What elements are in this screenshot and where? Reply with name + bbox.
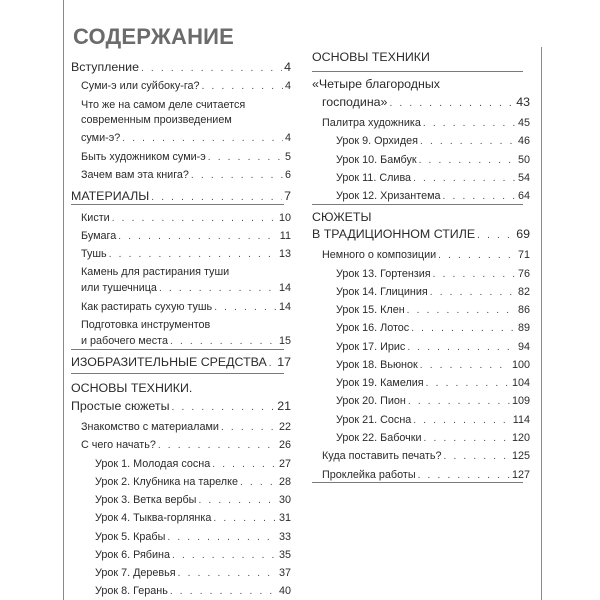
dot-leader <box>423 116 516 131</box>
toc-entry <box>312 431 530 446</box>
toc-entry <box>312 285 530 300</box>
dot-leader <box>198 493 277 508</box>
toc-entry <box>312 468 530 483</box>
toc-entry <box>71 229 291 244</box>
dot-leader <box>438 248 516 263</box>
toc-page-number: 26 <box>278 439 291 451</box>
toc-heading-lines <box>71 265 291 280</box>
toc-entry-title: Урок 19. Камелия <box>336 377 424 389</box>
toc-page-number: 120 <box>511 432 530 444</box>
toc-entry-title: ИЗОБРАЗИТЕЛЬНЫЕ СРЕДСТВА <box>71 355 267 369</box>
toc-page-number: 21 <box>277 399 291 413</box>
toc-entry-title: Немного о композиции <box>322 249 437 261</box>
toc-entry-title: Как растирать сухую тушь <box>81 301 213 313</box>
toc-page-number: 89 <box>517 322 530 334</box>
toc-page-number: 125 <box>511 450 530 462</box>
toc-page-number: 71 <box>517 249 530 261</box>
toc-entry-title: Вступление <box>71 60 139 74</box>
toc-page-number: 64 <box>517 190 530 202</box>
toc-page-number: 109 <box>511 395 530 407</box>
toc-entry <box>312 340 530 355</box>
left-frame-line <box>63 0 64 600</box>
toc-page-number: 11 <box>279 230 291 242</box>
toc-entry <box>312 227 530 242</box>
dot-leader <box>240 475 277 490</box>
toc-entry <box>71 281 291 296</box>
toc-heading-lines <box>312 209 530 225</box>
toc-entry-title: Урок 5. Крабы <box>95 531 166 543</box>
dot-leader <box>419 153 516 168</box>
toc-entry <box>71 189 291 204</box>
toc-entry <box>312 95 530 110</box>
toc-entry-title: Бумага <box>81 230 117 242</box>
toc-page-number: 4 <box>284 132 291 144</box>
toc-entry-title: МАТЕРИАЛЫ <box>71 189 150 203</box>
section-divider <box>312 71 523 72</box>
dot-leader <box>159 281 277 296</box>
toc-entry <box>312 321 530 336</box>
toc-entry-title: Урок 1. Молодая сосна <box>95 458 211 470</box>
toc-entry-title: Урок 22. Бабочки <box>336 432 422 444</box>
toc-entry <box>312 267 530 282</box>
toc-entry-title: Проклейка работы <box>322 469 416 481</box>
toc-page-number: 100 <box>511 359 530 371</box>
dot-leader <box>118 229 278 244</box>
toc-page-number: 27 <box>278 458 291 470</box>
dot-leader <box>424 431 510 446</box>
toc-page-number: 104 <box>511 377 530 389</box>
dot-leader <box>167 530 277 545</box>
toc-page-number: 15 <box>278 335 291 347</box>
toc-entry-line: современным произведением <box>81 114 232 126</box>
toc-entry-title: Урок 15. Клен <box>336 304 405 316</box>
toc-page-number: 4 <box>284 60 291 74</box>
toc-page-number: 17 <box>277 355 291 369</box>
toc-entry-title: Урок 16. Лотос <box>336 322 410 334</box>
toc-entry <box>71 247 291 262</box>
dot-leader <box>444 449 510 464</box>
toc-entry-title: С чего начать? <box>81 439 156 451</box>
toc-entry-title: Урок 20. Пион <box>336 395 406 407</box>
toc-entry <box>312 376 530 391</box>
toc-entry <box>312 358 530 373</box>
toc-entry <box>312 248 530 263</box>
toc-page-number: 54 <box>517 172 530 184</box>
dot-leader <box>141 61 282 76</box>
toc-entry-line: ОСНОВЫ ТЕХНИКИ. <box>71 381 193 395</box>
section-divider <box>312 482 523 483</box>
toc-heading-lines <box>71 380 291 396</box>
toc-page-number: 76 <box>517 268 530 280</box>
toc-entry-title: Тушь <box>81 248 107 260</box>
dot-leader <box>433 267 516 282</box>
toc-entry-title: и рабочего места <box>81 335 168 347</box>
dot-leader <box>420 134 516 149</box>
toc-entry-title: Урок 17. Ирис <box>336 341 406 353</box>
toc-entry <box>71 584 291 599</box>
toc-entry <box>312 153 530 168</box>
toc-entry-title: господина» <box>322 95 388 109</box>
dot-leader <box>112 211 277 226</box>
dot-leader <box>407 303 516 318</box>
toc-page-number: 7 <box>284 189 291 203</box>
dot-leader <box>477 228 514 243</box>
toc-page-number: 13 <box>278 248 291 260</box>
toc-entry-title: Урок 12. Хризантема <box>336 190 441 202</box>
toc-entry <box>71 131 291 146</box>
toc-entry <box>71 457 291 472</box>
dot-leader <box>178 566 277 581</box>
toc-page-number: 114 <box>512 414 530 426</box>
toc-entry-title: Знакомство с материалами <box>81 421 219 433</box>
toc-entry-title: Урок 4. Тыква-горлянка <box>95 512 212 524</box>
toc-entry-title: Урок 2. Клубника на тарелке <box>95 476 238 488</box>
toc-page-number: 94 <box>517 341 530 353</box>
toc-entry <box>71 399 291 414</box>
toc-page-number: 37 <box>278 567 291 579</box>
dot-leader <box>191 168 283 183</box>
toc-page-number: 6 <box>284 169 291 181</box>
toc-entry <box>71 475 291 490</box>
toc-entry-line: Подготовка инструментов <box>81 319 211 331</box>
toc-entry-line: Что же на самом деле считается <box>81 99 246 111</box>
section-divider <box>71 204 284 205</box>
toc-page-number: 86 <box>517 304 530 316</box>
dot-leader <box>411 321 516 336</box>
dot-leader <box>426 376 510 391</box>
toc-entry-title: суми-э? <box>81 132 121 144</box>
toc-entry <box>71 566 291 581</box>
toc-entry-title: Урок 7. Деревья <box>95 567 176 579</box>
right-frame-line <box>541 47 542 600</box>
toc-entry <box>312 189 530 204</box>
toc-entry <box>312 303 530 318</box>
toc-page-number: 43 <box>516 95 530 109</box>
toc-entry <box>312 171 530 186</box>
toc-entry <box>71 60 291 75</box>
toc-entry <box>71 334 291 349</box>
toc-heading-lines <box>71 98 291 128</box>
dot-leader <box>122 131 283 146</box>
toc-entry-title: Урок 13. Гортензия <box>336 268 431 280</box>
toc-entry <box>71 150 291 165</box>
toc-entry-title: Урок 14. Глициния <box>336 286 428 298</box>
toc-page-number: 50 <box>517 154 530 166</box>
toc-entry <box>71 300 291 315</box>
toc-entry <box>312 413 530 428</box>
dot-leader <box>212 457 277 472</box>
dot-leader <box>420 358 510 373</box>
toc-entry-title: Урок 18. Вьюнок <box>336 359 418 371</box>
toc-entry <box>71 355 291 370</box>
toc-entry <box>312 449 530 464</box>
page-title: СОДЕРЖАНИЕ <box>73 24 235 49</box>
toc-entry <box>71 438 291 453</box>
toc-page-number: 69 <box>516 227 530 241</box>
toc-entry <box>71 211 291 226</box>
dot-leader <box>213 511 277 526</box>
toc-page-number: 45 <box>517 117 530 129</box>
dot-leader <box>408 394 510 409</box>
toc-page-number: 4 <box>284 80 291 92</box>
toc-entry-line: «Четыре благородных <box>312 77 440 91</box>
toc-page-number: 14 <box>278 282 291 294</box>
toc-entry <box>312 116 530 131</box>
dot-leader <box>202 79 283 94</box>
toc-page-number: 14 <box>278 301 291 313</box>
dot-leader <box>170 584 277 599</box>
toc-entry-line: ОСНОВЫ ТЕХНИКИ <box>312 50 430 64</box>
toc-entry-title: Быть художником суми-э <box>81 151 206 163</box>
toc-entry-title: В ТРАДИЦИОННОМ СТИЛЕ <box>312 227 476 241</box>
toc-page-number: 28 <box>278 476 291 488</box>
toc-entry-line: СЮЖЕТЫ <box>312 210 372 224</box>
toc-page-number: 127 <box>511 469 530 481</box>
toc-entry-title: или тушечница <box>81 282 157 294</box>
toc-page-number: 33 <box>278 531 291 543</box>
toc-page-number: 46 <box>517 135 530 147</box>
dot-leader <box>158 438 277 453</box>
toc-entry-title: Куда поставить печать? <box>322 450 442 462</box>
toc-entry <box>71 548 291 563</box>
toc-entry-title: Урок 6. Рябина <box>95 549 170 561</box>
toc-entry-title: Урок 11. Слива <box>336 172 412 184</box>
toc-page-number: 5 <box>284 151 291 163</box>
toc-page-number: 35 <box>278 549 291 561</box>
toc-heading-lines <box>312 76 530 92</box>
toc-entry <box>71 511 291 526</box>
toc-page-number: 10 <box>278 212 291 224</box>
toc-entry-title: Простые сюжеты <box>71 399 170 413</box>
dot-leader <box>172 548 277 563</box>
dot-leader <box>109 247 277 262</box>
dot-leader <box>413 171 516 186</box>
toc-entry-title: Урок 3. Ветка вербы <box>95 494 197 506</box>
section-divider <box>312 204 523 205</box>
toc-entry <box>71 530 291 545</box>
dot-leader <box>269 356 275 371</box>
toc-entry-title: Палитра художника <box>322 117 421 129</box>
toc-page-number: 40 <box>278 585 291 597</box>
toc-page-number: 82 <box>517 286 530 298</box>
dot-leader <box>443 189 516 204</box>
toc-entry-title: Суми-э или суйбоку-га? <box>81 80 200 92</box>
toc-entry-title: Урок 21. Сосна <box>336 414 412 426</box>
section-divider <box>71 349 284 350</box>
toc-entry-title: Урок 8. Герань <box>95 585 168 597</box>
toc-page-number: 22 <box>278 421 291 433</box>
dot-leader <box>208 150 283 165</box>
dot-leader <box>221 420 277 435</box>
toc-entry <box>71 79 291 94</box>
toc-entry-title: Кисти <box>81 212 110 224</box>
toc-entry <box>71 420 291 435</box>
dot-leader <box>413 413 510 428</box>
toc-page-number: 30 <box>278 494 291 506</box>
toc-entry <box>71 168 291 183</box>
toc-heading-lines <box>312 49 530 65</box>
dot-leader <box>170 334 277 349</box>
toc-entry-title: Урок 9. Орхидея <box>336 135 418 147</box>
dot-leader <box>389 96 514 111</box>
toc-entry-title: Урок 10. Бамбук <box>336 154 417 166</box>
toc-page-number: 31 <box>278 512 291 524</box>
dot-leader <box>430 285 516 300</box>
dot-leader <box>151 190 282 205</box>
dot-leader <box>418 468 510 483</box>
toc-entry <box>71 493 291 508</box>
section-divider <box>71 373 284 374</box>
toc-entry-title: Зачем вам эта книга? <box>81 169 189 181</box>
toc-entry <box>312 394 530 409</box>
toc-entry-line: Камень для растирания туши <box>81 266 230 278</box>
dot-leader <box>407 340 516 355</box>
toc-entry <box>312 134 530 149</box>
dot-leader <box>214 300 277 315</box>
dot-leader <box>172 400 276 415</box>
toc-heading-lines <box>71 318 291 333</box>
